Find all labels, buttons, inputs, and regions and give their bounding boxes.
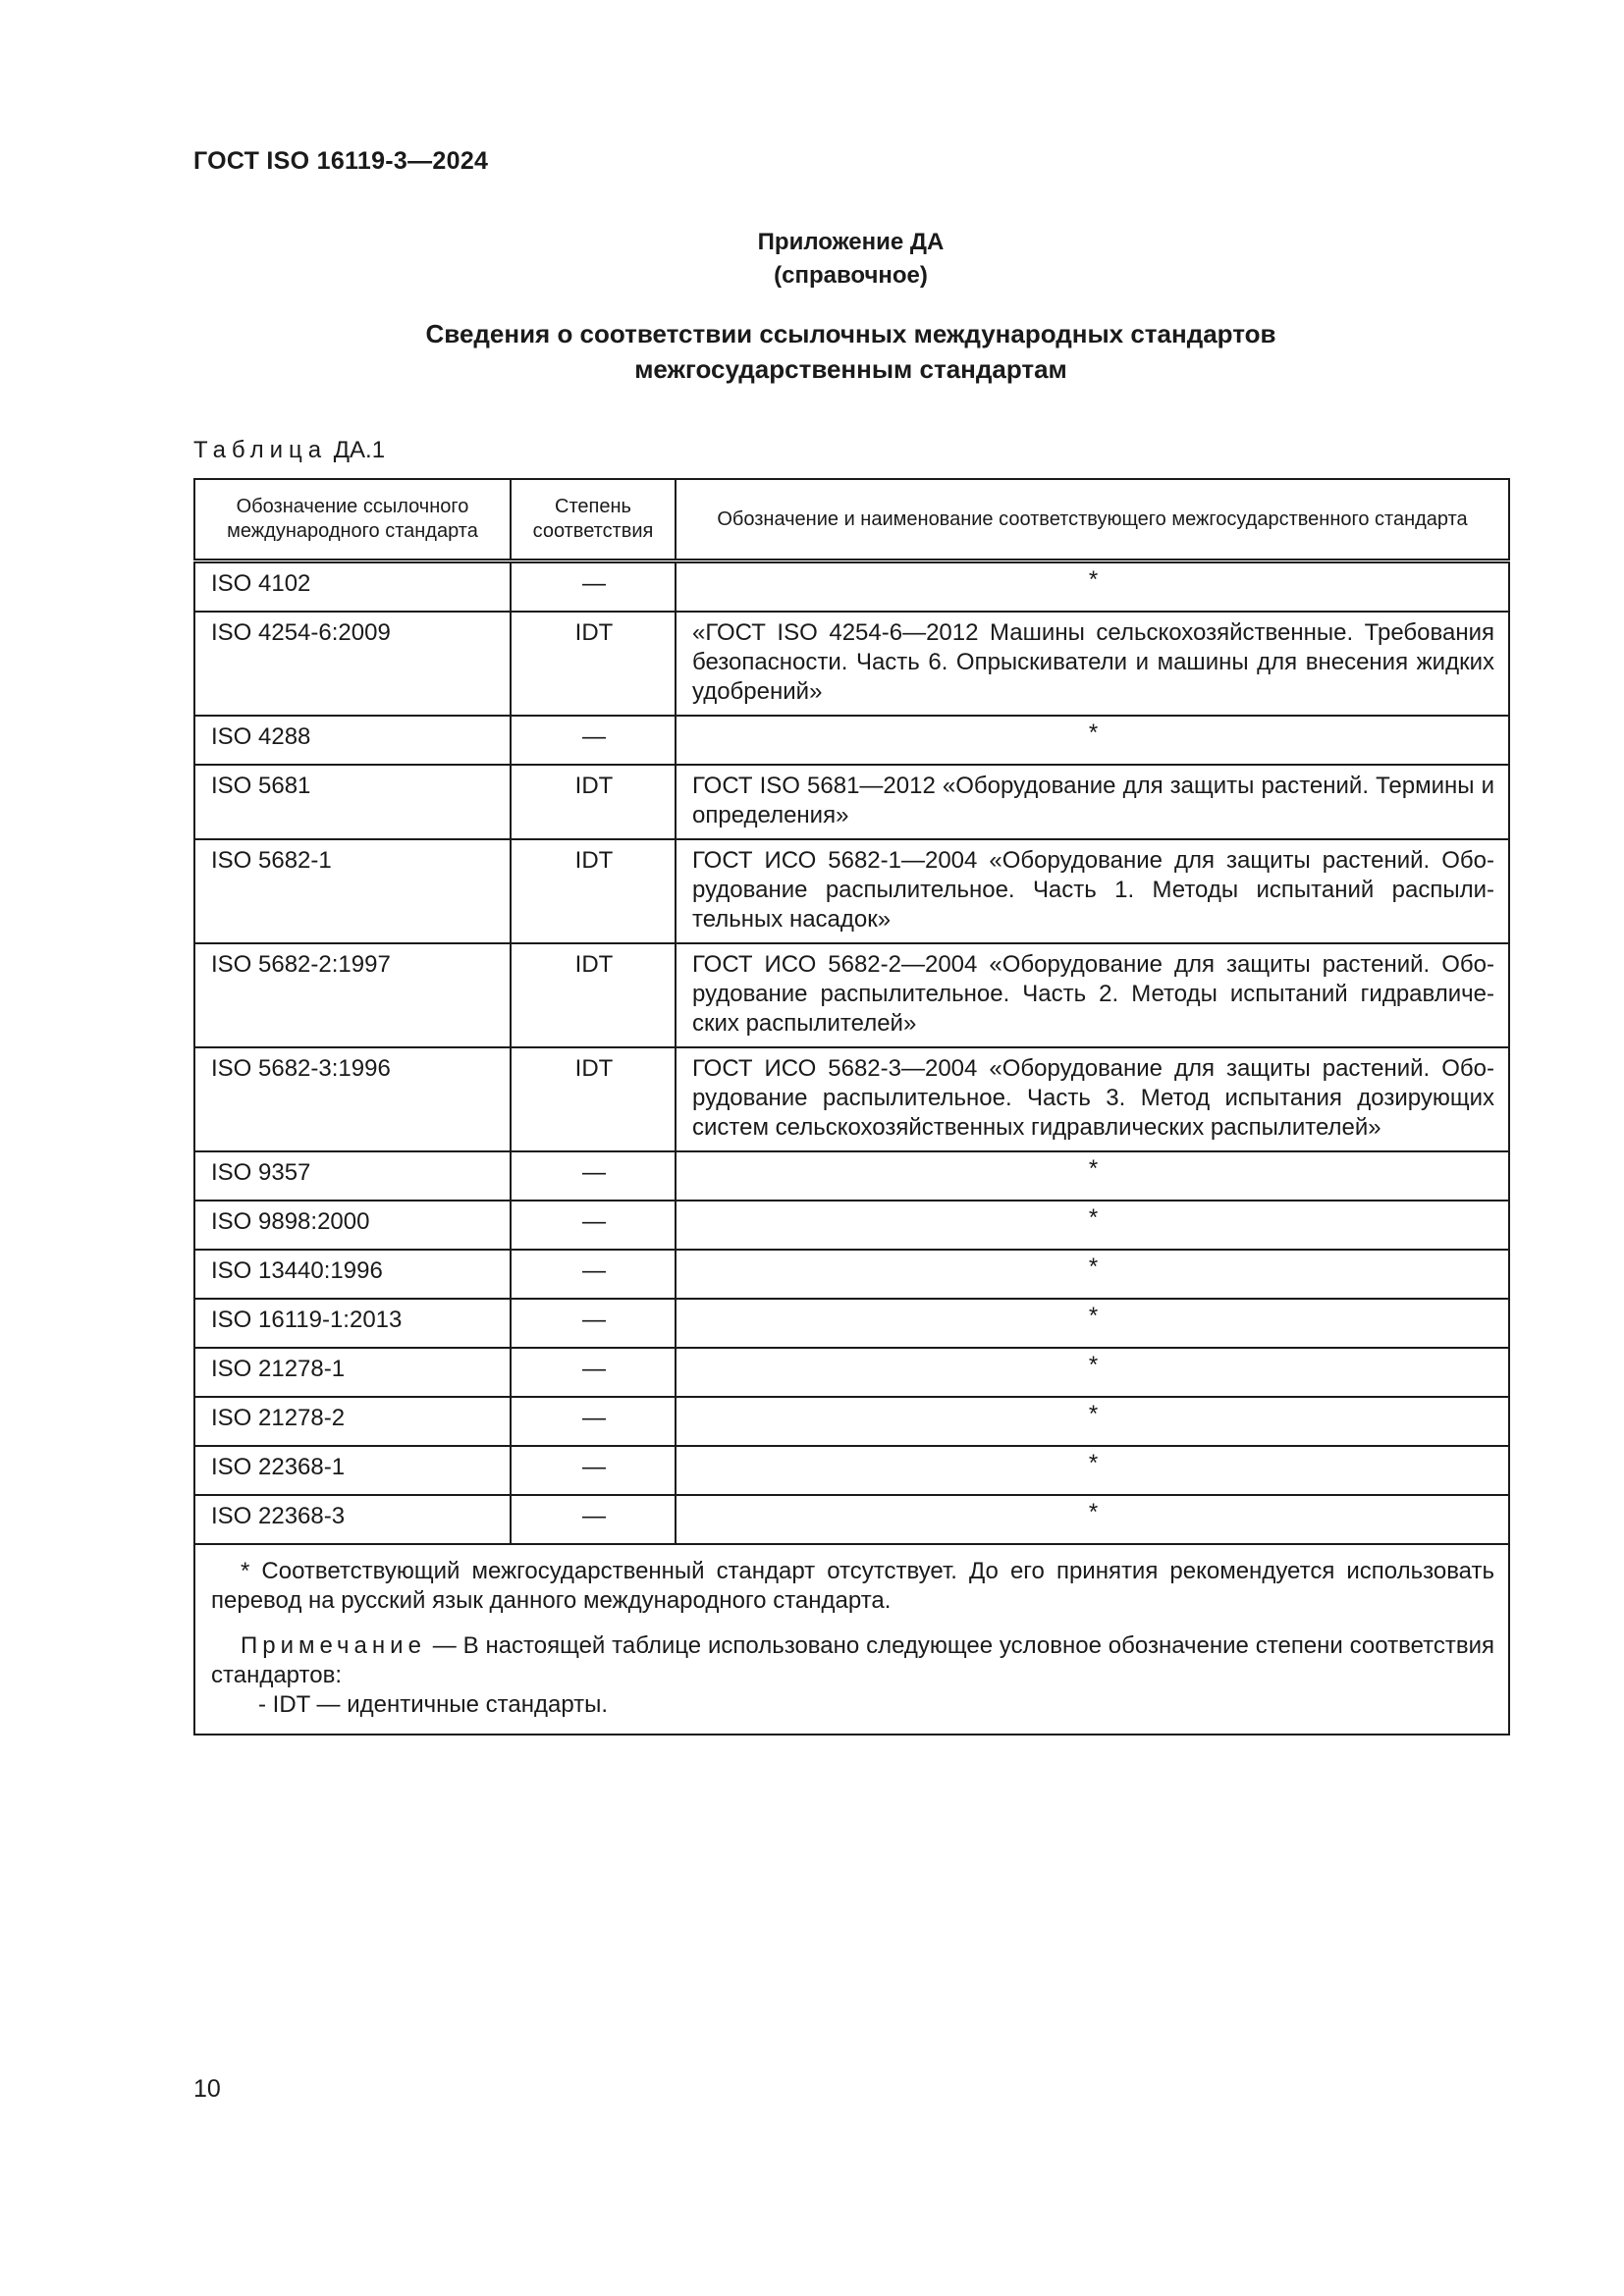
table-row [194, 1151, 1509, 1201]
cell-standard: «ГОСТ ISO 4254-6—2012 Машины сельскохозяйственные. Требования безопасности. Часть 6. Опрыскиватели и машины для внесения жидких удобрений» [676, 612, 1509, 716]
appendix-heading [193, 226, 1508, 293]
table-row [194, 1047, 1509, 1151]
cell-reference: ISO 5682-2:1997 [194, 943, 511, 1047]
cell-degree: — [511, 1446, 676, 1495]
document-code: ГОСТ ISO 16119-3—2024 [193, 147, 489, 175]
cell-reference: ISO 16119-1:2013 [194, 1299, 511, 1348]
cell-standard: * [676, 561, 1509, 613]
table-row [194, 716, 1509, 765]
cell-reference: ISO 21278-1 [194, 1348, 511, 1397]
cell-degree: — [511, 1348, 676, 1397]
cell-degree: IDT [511, 765, 676, 839]
cell-standard: ГОСТ ИСО 5682-3—2004 «Оборудование для защиты растений. Оборудование распылительное. Часть 3. Метод испытания дозирующих систем сельскохозяйственных гидравлических распылителей» [676, 1047, 1509, 1151]
cell-standard: * [676, 1151, 1509, 1201]
cell-degree: — [511, 1495, 676, 1544]
cell-standard: ГОСТ ISO 5681—2012 «Оборудование для защиты растений. Термины и определения» [676, 765, 1509, 839]
cell-standard: * [676, 1446, 1509, 1495]
cell-reference: ISO 13440:1996 [194, 1250, 511, 1299]
cell-degree: IDT [511, 612, 676, 716]
table-header-row [194, 479, 1509, 561]
table-row [194, 943, 1509, 1047]
cell-degree: — [511, 716, 676, 765]
appendix-type: (справочное) [774, 262, 928, 289]
page-number: 10 [193, 2075, 221, 2103]
cell-reference: ISO 5682-1 [194, 839, 511, 943]
section-title-line-1: Сведения о соответствии ссылочных международных стандартов [425, 319, 1276, 348]
table-label-word: Таблица [193, 437, 328, 463]
cell-degree: — [511, 1397, 676, 1446]
table-note [211, 1631, 1494, 1690]
cell-standard: * [676, 1495, 1509, 1544]
cell-degree: — [511, 561, 676, 613]
table-footnote: * Соответствующий межгосударственный стандарт отсутствует. До его принятия рекомендуется использовать перевод на русский язык данного международного стандарта. [211, 1558, 1494, 1614]
cell-reference: ISO 5682-3:1996 [194, 1047, 511, 1151]
cell-reference: ISO 22368-3 [194, 1495, 511, 1544]
note-text: — В настоящей таблице использовано следующее условное обозначение степени соответствия стандартов: [211, 1632, 1494, 1688]
table-row [194, 1397, 1509, 1446]
appendix-title: Приложение ДА [757, 229, 945, 255]
cell-degree: IDT [511, 839, 676, 943]
cell-standard: * [676, 1397, 1509, 1446]
table-notes [194, 1544, 1509, 1735]
conformity-table [193, 478, 1510, 1735]
cell-degree: IDT [511, 943, 676, 1047]
table-row [194, 1495, 1509, 1544]
cell-degree: — [511, 1201, 676, 1250]
cell-standard: * [676, 1201, 1509, 1250]
column-header-standard: Обозначение и наименование соответствующего межгосударственного стандарта [676, 479, 1509, 561]
cell-reference: ISO 9898:2000 [194, 1201, 511, 1250]
cell-standard: * [676, 1250, 1509, 1299]
table-row [194, 1446, 1509, 1495]
table-row [194, 765, 1509, 839]
column-header-degree: Степень соответствия [511, 479, 676, 561]
note-list-item: - IDT — идентичные стандарты. [258, 1691, 609, 1718]
table-row [194, 1250, 1509, 1299]
cell-reference: ISO 4288 [194, 716, 511, 765]
table-row [194, 561, 1509, 613]
cell-degree: — [511, 1299, 676, 1348]
table-label [193, 437, 385, 464]
cell-degree: — [511, 1250, 676, 1299]
table-label-number: ДА.1 [333, 437, 386, 463]
table-notes-row [194, 1544, 1509, 1735]
cell-degree: — [511, 1151, 676, 1201]
cell-reference: ISO 22368-1 [194, 1446, 511, 1495]
table-row [194, 612, 1509, 716]
note-label: Примечание [241, 1632, 426, 1659]
cell-standard: * [676, 1348, 1509, 1397]
table-row [194, 839, 1509, 943]
cell-reference: ISO 9357 [194, 1151, 511, 1201]
cell-standard: ГОСТ ИСО 5682-2—2004 «Оборудование для защиты растений. Оборудование распылительное. Часть 2. Методы испытаний гидравлических распылителей» [676, 943, 1509, 1047]
cell-standard: ГОСТ ИСО 5682-1—2004 «Оборудование для защиты растений. Оборудование распылительное. Часть 1. Методы испытаний распылительных насадок» [676, 839, 1509, 943]
cell-standard: * [676, 1299, 1509, 1348]
table-row [194, 1299, 1509, 1348]
section-title [193, 316, 1508, 387]
cell-standard: * [676, 716, 1509, 765]
section-title-line-2: межгосударственным стандартам [634, 354, 1067, 384]
table-row [194, 1201, 1509, 1250]
cell-reference: ISO 4254-6:2009 [194, 612, 511, 716]
column-header-reference: Обозначение ссылочного международного стандарта [194, 479, 511, 561]
cell-reference: ISO 4102 [194, 561, 511, 613]
cell-reference: ISO 21278-2 [194, 1397, 511, 1446]
table-row [194, 1348, 1509, 1397]
cell-reference: ISO 5681 [194, 765, 511, 839]
cell-degree: IDT [511, 1047, 676, 1151]
